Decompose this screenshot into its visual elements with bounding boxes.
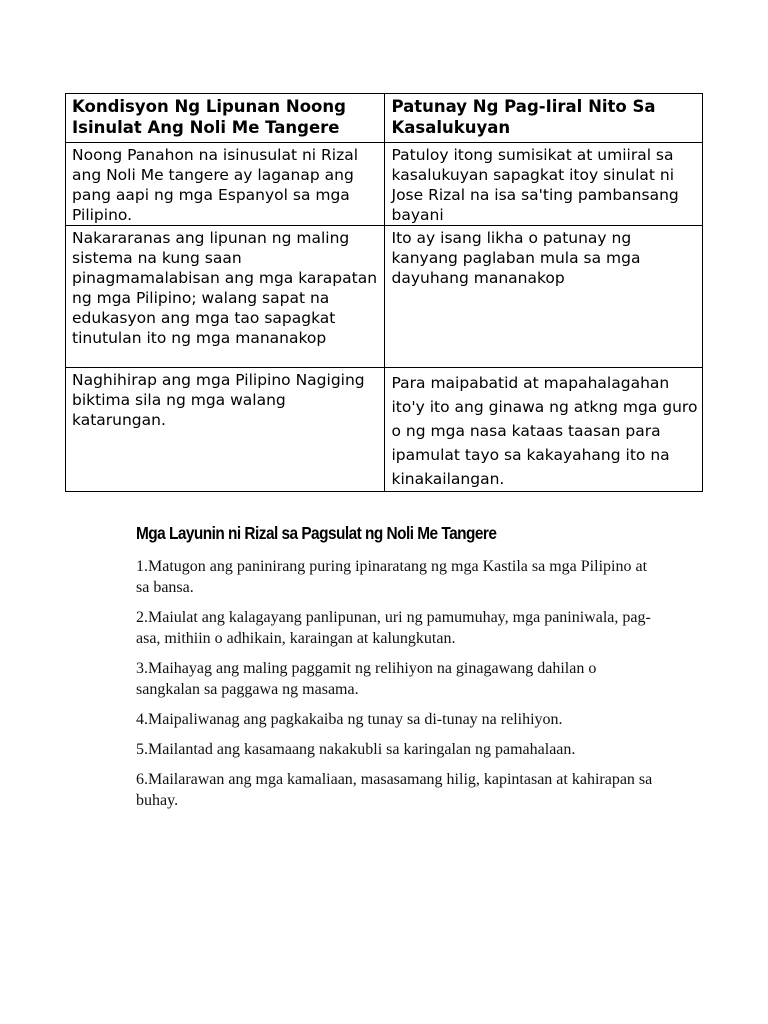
cell-text: Ito ay isang likha o patunay ng kanyang paglaban mula sa mga dayuhang mananakop [391,229,641,287]
list-item: 5.Mailantad ang kasamaang nakakubli sa karingalan ng pamahalaan. [136,741,576,758]
cell-text: Patuloy itong sumisikat at umiiral sa kasalukuyan sapagkat itoy sinulat ni Jose Rizal na isa sa'ting pambansang bayani [391,146,679,224]
header-kondisyon-label: Kondisyon Ng Lipunan Noong Isinulat Ang Noli Me Tangere [72,97,346,137]
list-item: 2.Maiulat ang kalagayang panlipunan, uri ng pamumuhay, mga paniniwala, pag-asa, mithiin o adhikain, karaingan at kalungkutan. [136,609,651,647]
table-cell-patunay [384,368,703,492]
cell-text: Noong Panahon na isinusulat ni Rizal ang Noli Me tangere ay laganap ang pang aapi ng mga Espanyol sa mga Pilipino. [72,146,359,224]
table-row [66,226,703,368]
cell-text: Para maipabatid at mapahalagahan ito'y ito ang ginawa ng atkng mga guro o ng mga nasa kataas taasan para ipamulat tayo sa kakayahang ito na kinakailangan. [391,374,698,488]
list-item: 1.Matugon ang paninirang puring ipinaratang ng mga Kastila sa mga Pilipino at sa bansa. [136,558,648,596]
table-cell-kondisyon [66,368,385,492]
layunin-list [136,556,656,811]
table-cell-patunay [384,143,703,226]
kondisyon-patunay-table [65,93,703,492]
layunin-section [136,520,656,820]
list-item: 3.Maihayag ang maling paggamit ng relihiyon na ginagawang dahilan o sangkalan sa paggawa ng masama. [136,660,597,698]
table-row [66,143,703,226]
header-cell-kondisyon [66,94,385,143]
table-row [66,368,703,492]
cell-text: Nakararanas ang lipunan ng maling sistema na kung saan pinagmamalabisan ang mga karapatan ng mga Pilipino; walang sapat na edukasyon ang mga tao sapagkat tinutulan ito ng mga mananakop [72,229,378,347]
header-patunay-label: Patunay Ng Pag-Iiral Nito Sa Kasalukuyan [391,97,656,137]
layunin-title: Mga Layunin ni Rizal sa Pagsulat ng Noli Me Tangere [136,523,497,543]
cell-text: Naghihirap ang mga Pilipino Nagiging biktima sila ng mga walang katarungan. [72,371,365,429]
header-cell-patunay [384,94,703,143]
table-cell-patunay [384,226,703,368]
table-cell-kondisyon [66,226,385,368]
table-cell-kondisyon [66,143,385,226]
list-item: 4.Maipaliwanag ang pagkakaiba ng tunay sa di-tunay na relihiyon. [136,711,563,728]
table-header-row [66,94,703,143]
list-item: 6.Mailarawan ang mga kamaliaan, masasamang hilig, kapintasan at kahirapan sa buhay. [136,771,653,809]
